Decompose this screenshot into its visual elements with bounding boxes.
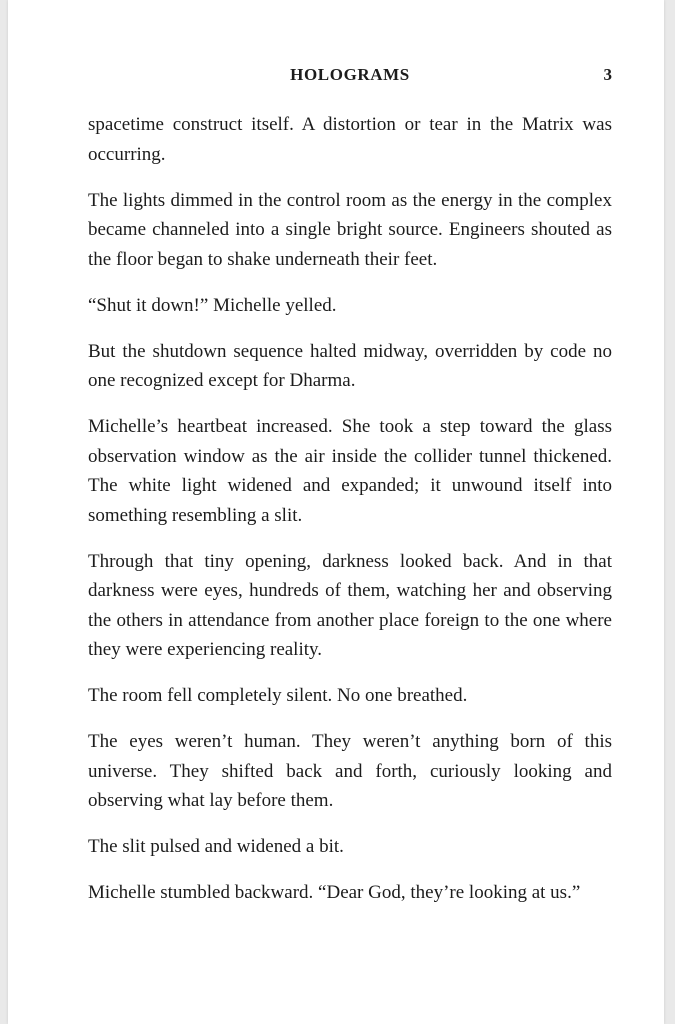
body-text: [88, 110, 612, 924]
paragraph: Michelle’s heartbeat increased. She took a step toward the glass observation window as the air inside the collider tunnel thickened. The white light widened and expanded; it unwound itself into something resembling a slit.: [88, 416, 612, 526]
paragraph: Michelle stumbled backward. “Dear God, they’re looking at us.”: [88, 882, 581, 903]
paragraph: spacetime construct itself. A distortion or tear in the Matrix was occurring.: [88, 114, 612, 165]
paragraph: But the shutdown sequence halted midway, overridden by code no one recognized except for Dharma.: [88, 340, 612, 391]
paragraph: The lights dimmed in the control room as the energy in the complex became channeled into a single bright source. Engineers shouted as the floor began to shake underneath their feet.: [88, 189, 612, 270]
paragraph: Through that tiny opening, darkness looked back. And in that darkness were eyes, hundreds of them, watching her and observing the others in attendance from another place foreign to the one where they were experiencing reality.: [88, 550, 612, 660]
paragraph: The room fell completely silent. No one breathed.: [88, 685, 468, 706]
book-page: [8, 0, 664, 1024]
chapter-title: HOLOGRAMS: [290, 65, 410, 84]
running-header: [88, 62, 612, 88]
paragraph: The slit pulsed and widened a bit.: [88, 836, 344, 857]
paragraph: The eyes weren’t human. They weren’t anything born of this universe. They shifted back and forth, curiously looking and observing what lay before them.: [88, 731, 612, 811]
page-number: 3: [603, 65, 612, 84]
paragraph: “Shut it down!” Michelle yelled.: [88, 294, 337, 316]
